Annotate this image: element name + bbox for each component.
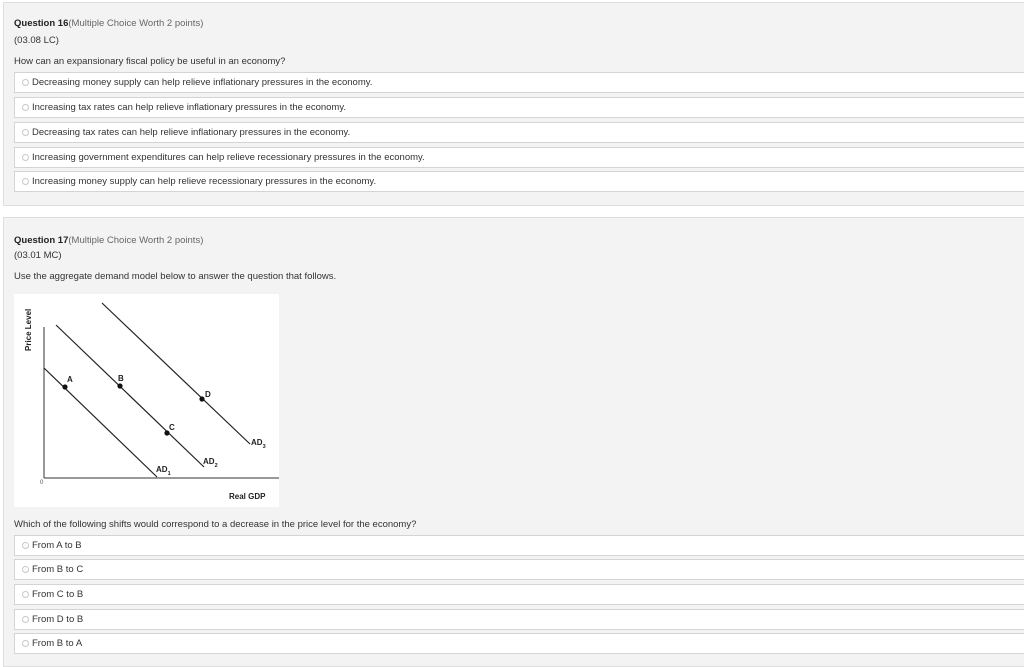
question-16-option-4[interactable] bbox=[14, 147, 1024, 168]
option-label: Increasing government expenditures can help relieve recessionary pressures in the economy. bbox=[32, 152, 425, 163]
option-label: From B to C bbox=[32, 564, 84, 575]
question-16-option-1[interactable] bbox=[14, 72, 1024, 93]
radio-button[interactable] bbox=[22, 591, 29, 598]
option-label: Increasing tax rates can help relieve inflationary pressures in the economy. bbox=[32, 102, 347, 113]
ad3-curve bbox=[102, 303, 250, 444]
ad3-label: $AD_3$ bbox=[251, 438, 266, 450]
question-16-option-2[interactable] bbox=[14, 97, 1024, 118]
radio-button[interactable] bbox=[22, 616, 29, 623]
radio-button[interactable] bbox=[22, 129, 29, 136]
radio-button[interactable] bbox=[22, 154, 29, 161]
ad1-curve bbox=[44, 368, 157, 477]
question-17-option-1[interactable] bbox=[14, 535, 1024, 556]
ad1-label: $AD_1$ bbox=[156, 465, 171, 477]
question-17-prompt: Which of the following shifts would correspond to a decrease in the price level for the economy? bbox=[14, 519, 417, 530]
question-16-worth: (Multiple Choice Worth 2 points) bbox=[68, 18, 204, 29]
question-16-option-3[interactable] bbox=[14, 122, 1024, 143]
question-16-code: (03.08 LC) bbox=[14, 35, 59, 46]
ad2-label: $AD_2$ bbox=[203, 457, 218, 469]
radio-button[interactable] bbox=[22, 178, 29, 185]
point-d bbox=[199, 396, 204, 401]
question-17-worth: (Multiple Choice Worth 2 points) bbox=[68, 235, 204, 246]
radio-button[interactable] bbox=[22, 104, 29, 111]
question-16-panel bbox=[3, 2, 1024, 206]
radio-button[interactable] bbox=[22, 566, 29, 573]
radio-button[interactable] bbox=[22, 640, 29, 647]
question-17-code: (03.01 MC) bbox=[14, 250, 62, 261]
point-d-label: D bbox=[205, 390, 211, 399]
origin-label: 0 bbox=[40, 480, 44, 486]
option-label: From C to B bbox=[32, 589, 84, 600]
radio-button[interactable] bbox=[22, 79, 29, 86]
option-label: From D to B bbox=[32, 614, 84, 625]
question-17-header bbox=[14, 235, 203, 246]
point-b bbox=[117, 383, 122, 388]
question-16-header bbox=[14, 18, 203, 29]
question-17-panel bbox=[3, 217, 1024, 667]
aggregate-demand-chart bbox=[14, 294, 279, 507]
point-a-label: A bbox=[67, 375, 73, 384]
y-axis-label: Price Level bbox=[24, 308, 33, 351]
point-c-label: C bbox=[169, 423, 175, 432]
question-16-prompt: How can an expansionary fiscal policy be useful in an economy? bbox=[14, 56, 286, 67]
question-17-option-3[interactable] bbox=[14, 584, 1024, 605]
x-axis-label: Real GDP bbox=[229, 492, 266, 501]
option-label: From B to A bbox=[32, 638, 83, 649]
aggregate-demand-graph bbox=[14, 294, 279, 507]
question-17-option-5[interactable] bbox=[14, 633, 1024, 654]
option-label: Decreasing tax rates can help relieve inflationary pressures in the economy. bbox=[32, 127, 351, 138]
option-label: Increasing money supply can help relieve recessionary pressures in the economy. bbox=[32, 176, 377, 187]
question-17-option-4[interactable] bbox=[14, 609, 1024, 630]
question-16-title: Question 16 bbox=[14, 18, 69, 29]
question-16-option-5[interactable] bbox=[14, 171, 1024, 192]
question-17-option-2[interactable] bbox=[14, 559, 1024, 580]
ad2-curve bbox=[56, 325, 204, 467]
option-label: Decreasing money supply can help relieve inflationary pressures in the economy. bbox=[32, 77, 373, 88]
point-a bbox=[62, 384, 67, 389]
question-17-title: Question 17 bbox=[14, 235, 69, 246]
point-b-label: B bbox=[118, 374, 124, 383]
question-17-intro: Use the aggregate demand model below to answer the question that follows. bbox=[14, 271, 337, 282]
radio-button[interactable] bbox=[22, 542, 29, 549]
option-label: From A to B bbox=[32, 540, 82, 551]
